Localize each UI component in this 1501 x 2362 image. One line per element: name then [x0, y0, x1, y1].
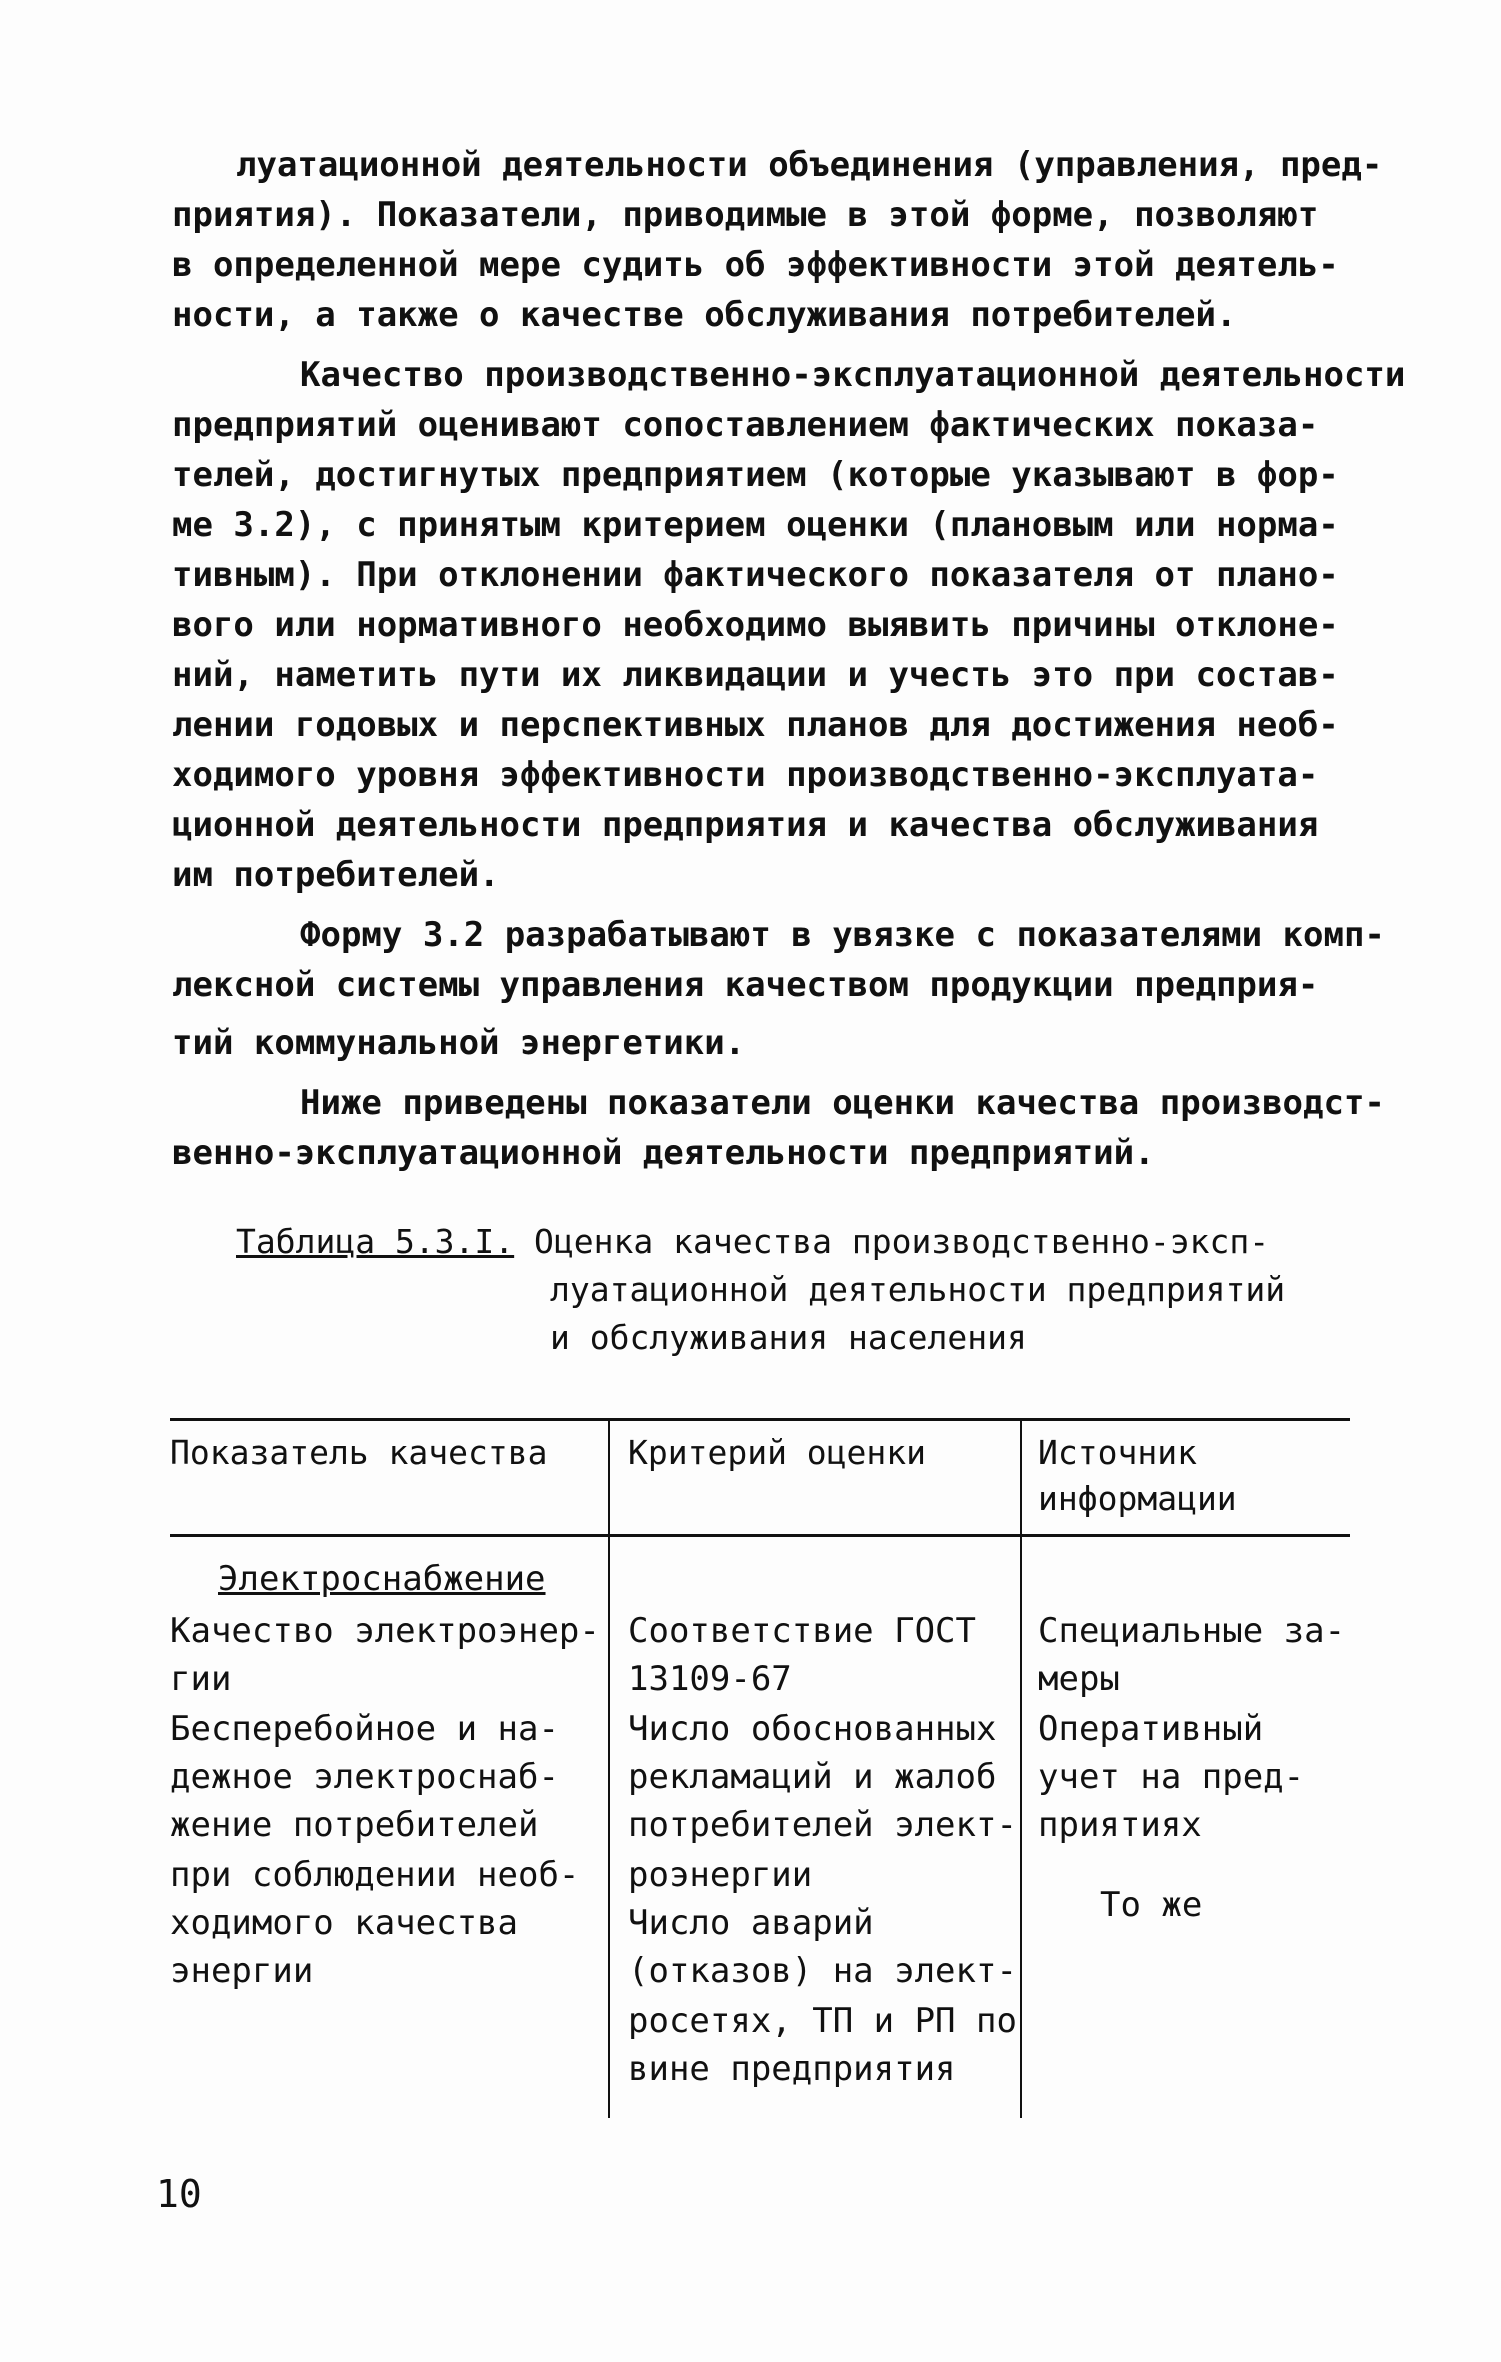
text-line: Качество производственно-эксплуатационной деятельности [300, 355, 1406, 395]
text-line: ности, а также о качестве обслуживания потребителей. [172, 295, 1237, 335]
page-number: 10 [156, 2172, 202, 2216]
text-line: Ниже приведены показатели оценки качества производст- [300, 1083, 1385, 1123]
text-line: телей, достигнутых предприятием (которые указывают в фор- [172, 455, 1339, 495]
table-caption [236, 1218, 1285, 1362]
text-line: в определенной мере судить об эффективности этой деятель- [172, 245, 1339, 285]
section-title: Электроснабжение [218, 1559, 546, 1599]
header-source: информации [1038, 1479, 1237, 1518]
indicator-line: энергии [170, 1951, 314, 1991]
criterion-line: Соответствие ГОСТ [628, 1611, 976, 1651]
text-line: ний, наметить пути их ликвидации и учесть это при состав- [172, 655, 1339, 695]
paragraph-2 [172, 350, 1406, 900]
table-top-rule [170, 1418, 1350, 1421]
source-line: учет на пред- [1038, 1757, 1305, 1797]
indicator-line: дежное электроснаб- [170, 1757, 559, 1797]
source-same: То же [1100, 1885, 1203, 1925]
indicator-line: ходимого качества [170, 1903, 518, 1943]
indicator-line: Бесперебойное и на- [170, 1709, 559, 1749]
quality-table [170, 1418, 1350, 2118]
caption-first-line [236, 1218, 1285, 1266]
source-line: Специальные за- [1038, 1611, 1346, 1651]
criterion-line: потребителей элект- [628, 1805, 1017, 1845]
caption-text: и обслуживания населения [550, 1318, 1027, 1357]
criterion-line: (отказов) на элект- [628, 1951, 1017, 1991]
caption-text: луатационной деятельности предприятий [550, 1270, 1286, 1309]
text-line: ходимого уровня эффективности производственно-эксплуата- [172, 755, 1319, 795]
column-divider [608, 1418, 610, 2118]
indicator-line: Качество электроэнер- [170, 1611, 600, 1651]
criterion-line: Число аварий [628, 1903, 874, 1943]
source-line: приятиях [1038, 1805, 1202, 1845]
criterion-line: 13109-67 [628, 1659, 792, 1699]
source-line: Оперативный [1038, 1709, 1264, 1749]
text-line: предприятий оценивают сопоставлением фактических показа- [172, 405, 1319, 445]
header-criterion: Критерий оценки [628, 1433, 927, 1472]
paragraph-4 [172, 1078, 1385, 1178]
text-line: им потребителей. [172, 855, 500, 895]
caption-label: Таблица 5.3.I. [236, 1222, 515, 1261]
text-line: тивным). При отклонении фактического показателя от плано- [172, 555, 1339, 595]
criterion-line: Число обоснованных [628, 1709, 997, 1749]
header-source: Источник [1038, 1433, 1197, 1472]
criterion-line: росетях, ТП и РП по [628, 2001, 1017, 2041]
text-line: лексной системы управления качеством продукции предприя- [172, 965, 1319, 1005]
paragraph-3 [172, 910, 1385, 1068]
indicator-line: жение потребителей [170, 1805, 539, 1845]
text-line: Форму 3.2 разрабатывают в увязке с показателями комп- [300, 915, 1385, 955]
text-line: лении годовых и перспективных планов для достижения необ- [172, 705, 1339, 745]
text-line: луатационной деятельности объединения (управления, пред- [236, 145, 1383, 185]
text-line: ме 3.2), с принятым критерием оценки (плановым или норма- [172, 505, 1339, 545]
indicator-line: гии [170, 1659, 232, 1699]
text-line: венно-эксплуатационной деятельности предприятий. [172, 1133, 1155, 1173]
text-line: вого или нормативного необходимо выявить причины отклоне- [172, 605, 1339, 645]
text-line: ционной деятельности предприятия и качества обслуживания [172, 805, 1319, 845]
column-divider [1020, 1418, 1022, 2118]
indicator-line: при соблюдении необ- [170, 1855, 580, 1895]
paragraph-1 [172, 140, 1383, 340]
body-text [172, 140, 1406, 1188]
text-line: приятия). Показатели, приводимые в этой форме, позволяют [172, 195, 1319, 235]
text-line: тий коммунальной энергетики. [172, 1023, 746, 1063]
header-quality-indicator: Показатель качества [170, 1433, 548, 1472]
caption-text: Оценка качества производственно-эксп- [534, 1222, 1270, 1261]
criterion-line: роэнергии [628, 1855, 813, 1895]
table-header-rule [170, 1534, 1350, 1537]
criterion-line: рекламаций и жалоб [628, 1757, 997, 1797]
source-line: меры [1038, 1659, 1120, 1699]
criterion-line: вине предприятия [628, 2049, 956, 2089]
